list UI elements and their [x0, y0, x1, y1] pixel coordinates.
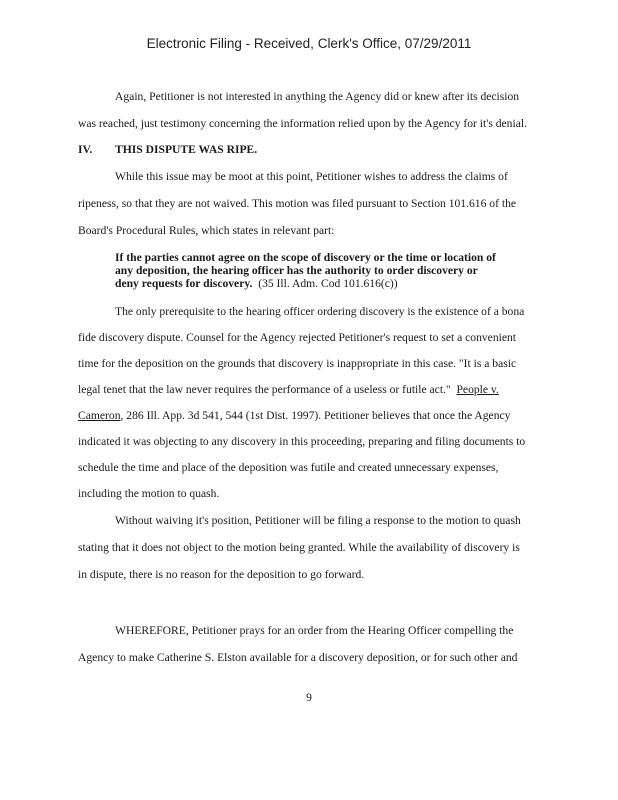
paragraph-line: Board's Procedural Rules, which states in relevant part:	[78, 224, 335, 237]
paragraph-line: ripeness, so that they are not waived. This motion was filed pursuant to Section 101.616 of the	[78, 197, 517, 210]
paragraph-line: schedule the time and place of the deposition was futile and created unnecessary expenses,	[78, 461, 499, 474]
quote-text: legal tenet that the law never requires the performance of a useless or futile act."	[78, 383, 451, 396]
electronic-filing-header: Electronic Filing - Received, Clerk's Office, 07/29/2011	[146, 36, 472, 51]
paragraph-line	[78, 409, 510, 423]
paragraph-line: time for the deposition on the grounds that discovery is inappropriate in this case. "It is a basic	[78, 357, 517, 370]
paragraph-line: stating that it does not object to the motion being granted. While the availability of discovery is	[78, 541, 520, 554]
paragraph-line: Agency to make Catherine S. Elston available for a discovery deposition, or for such other and	[78, 651, 518, 664]
paragraph-line: including the motion to quash.	[78, 487, 220, 500]
paragraph-line: WHEREFORE, Petitioner prays for an order from the Hearing Officer compelling the	[115, 624, 514, 637]
paragraph-line: Again, Petitioner is not interested in anything the Agency did or knew after its decision	[115, 90, 520, 103]
quote-line	[115, 277, 398, 291]
case-citation: Cameron	[78, 409, 121, 422]
paragraph-line: While this issue may be moot at this point, Petitioner wishes to address the claims of	[115, 170, 508, 183]
page-number: 9	[306, 691, 312, 704]
quote-bold-text: deny requests for discovery.	[115, 277, 253, 290]
case-citation: People v.	[456, 383, 499, 396]
citation-text: , 286 Ill. App. 3d 541, 544 (1st Dist. 1997). Petitioner believes that once the Agency	[120, 409, 511, 422]
quote-line: If the parties cannot agree on the scope of discovery or the time or location of	[115, 251, 496, 264]
paragraph-line: fide discovery dispute. Counsel for the Agency rejected Petitioner's request to set a convenient	[78, 331, 517, 344]
paragraph-line: indicated it was objecting to any discovery in this proceeding, preparing and filing documents to	[78, 435, 526, 448]
quote-line: any deposition, the hearing officer has the authority to order discovery or	[115, 264, 478, 277]
paragraph-line: was reached, just testimony concerning the information relied upon by the Agency for it's denial.	[78, 117, 527, 130]
paragraph-line	[78, 383, 499, 397]
section-number: IV.	[78, 143, 93, 156]
paragraph-line: in dispute, there is no reason for the deposition to go forward.	[78, 568, 365, 581]
quote-citation: (35 Ill. Adm. Cod 101.616(c))	[258, 277, 398, 290]
paragraph-line: Without waiving it's position, Petitioner will be filing a response to the motion to quash	[115, 514, 521, 527]
paragraph-line: The only prerequisite to the hearing officer ordering discovery is the existence of a bona	[115, 305, 525, 318]
section-title: THIS DISPUTE WAS RIPE.	[115, 143, 258, 156]
